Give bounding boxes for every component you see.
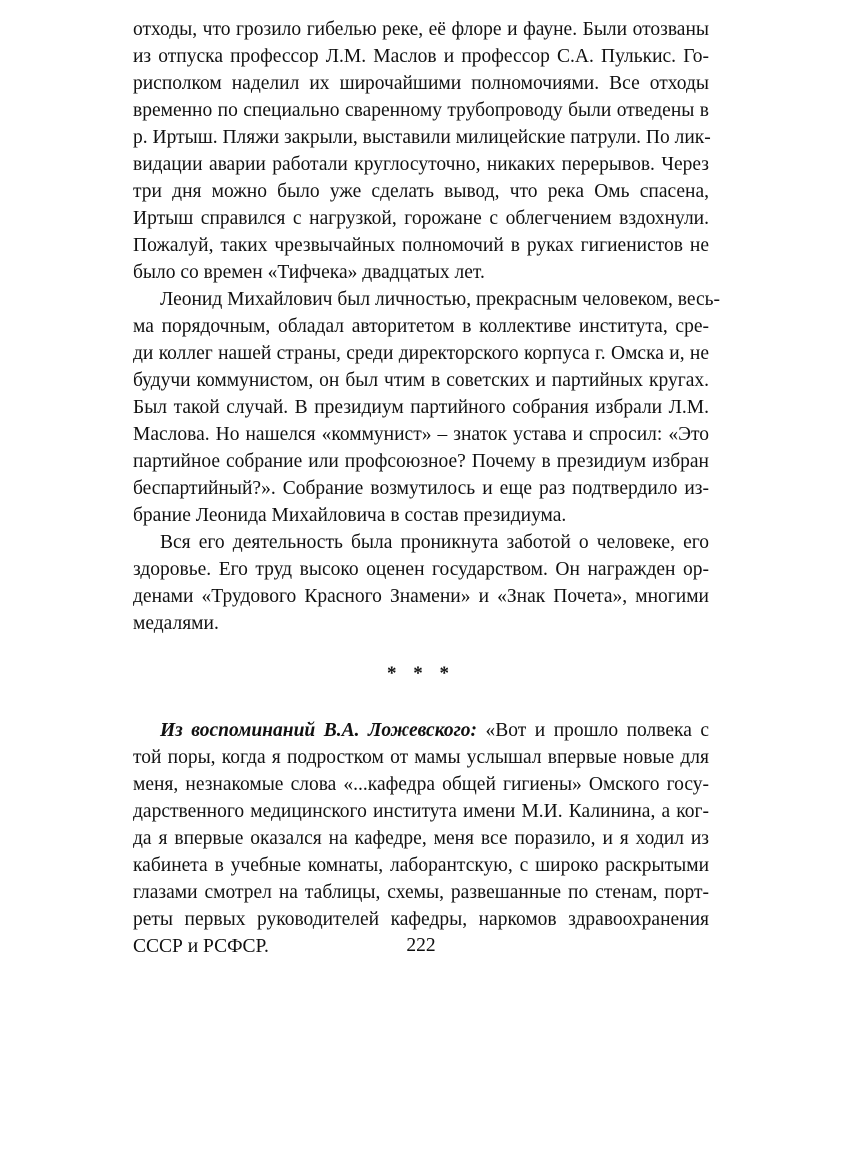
text-line: ма порядочным, обладал авторитетом в коллективе института, сре- xyxy=(133,316,709,337)
text-line xyxy=(133,717,709,744)
paragraph-awards xyxy=(133,529,709,637)
paragraph-character xyxy=(133,286,721,529)
text-line: отходы, что грозило гибелью реке, её флоре и фауне. Были отозваны xyxy=(133,19,709,40)
text-line: Маслова. Но нашелся «коммунист» – знаток устава и спросил: «Это xyxy=(133,424,709,445)
text-line: Леонид Михайлович был личностью, прекрасным человеком, весь- xyxy=(160,289,721,310)
page-content xyxy=(133,16,721,960)
text-line: здоровье. Его труд высоко оценен государством. Он награжден ор- xyxy=(133,559,709,580)
paragraph-aftermath xyxy=(133,16,709,286)
text-line: беспартийный?». Собрание возмутилось и еще раз подтвердило из- xyxy=(133,478,709,499)
text-line: меня, незнакомые слова «...кафедра общей гигиены» Омского госу- xyxy=(133,774,709,795)
text-line: Пожалуй, таких чрезвычайных полномочий в руках гигиенистов не xyxy=(133,235,709,256)
text-line: да я впервые оказался на кафедре, меня все поразило, и я ходил из xyxy=(133,828,709,849)
paragraph-memoir xyxy=(133,717,709,960)
text-line: той поры, когда я подростком от мамы услышал впервые новые для xyxy=(133,747,709,768)
text-line: рисполком наделил их широчайшими полномочиями. Все отходы xyxy=(133,73,709,94)
text-line: р. Иртыш. Пляжи закрыли, выставили милицейские патрули. По лик- xyxy=(133,127,711,148)
memoir-lead: Из воспоминаний В.А. Ложевского: xyxy=(160,720,478,741)
text-line: временно по специально сваренному трубопроводу были отведены в xyxy=(133,100,709,121)
text-line: из отпуска профессор Л.М. Маслов и профессор С.А. Пулькис. Го- xyxy=(133,46,709,67)
text-line: три дня можно было уже сделать вывод, что река Омь спасена, xyxy=(133,181,709,202)
text-line: глазами смотрел на таблицы, схемы, развешанные по стенам, порт- xyxy=(133,882,709,903)
text-line: денами «Трудового Красного Знамени» и «Знак Почета», многими xyxy=(133,586,709,607)
text-line: Был такой случай. В президиум партийного собрания избрали Л.М. xyxy=(133,397,709,418)
page-number: 222 xyxy=(406,935,436,956)
text-line: брание Леонида Михайловича в состав президиума. xyxy=(133,505,567,526)
text-line: будучи коммунистом, он был чтим в советских и партийных кругах. xyxy=(133,370,709,391)
text-line: дарственного медицинского института имени М.И. Калинина, а ког- xyxy=(133,801,709,822)
text-line: партийное собрание или профсоюзное? Почему в президиум избран xyxy=(133,451,709,472)
text-line: ди коллег нашей страны, среди директорского корпуса г. Омска и, не xyxy=(133,343,709,364)
text-line: реты первых руководителей кафедры, наркомов здравоохранения xyxy=(133,909,709,930)
text-line: СССР и РСФСР. xyxy=(133,936,269,957)
text-line: Иртыш справился с нагрузкой, горожане с облегчением вздохнули. xyxy=(133,208,709,229)
text-line: было со времен «Тифчека» двадцатых лет. xyxy=(133,262,485,283)
memoir-first-line-text: «Вот и прошло полвека с xyxy=(477,720,709,741)
section-separator: * * * xyxy=(387,663,455,684)
text-line: видации аварии работали круглосуточно, никаких перерывов. Через xyxy=(133,154,709,175)
text-line: медалями. xyxy=(133,613,219,634)
text-line: Вся его деятельность была проникнута заботой о человеке, его xyxy=(160,532,709,553)
text-line: кабинета в учебные комнаты, лаборантскую, с широко раскрытыми xyxy=(133,855,709,876)
